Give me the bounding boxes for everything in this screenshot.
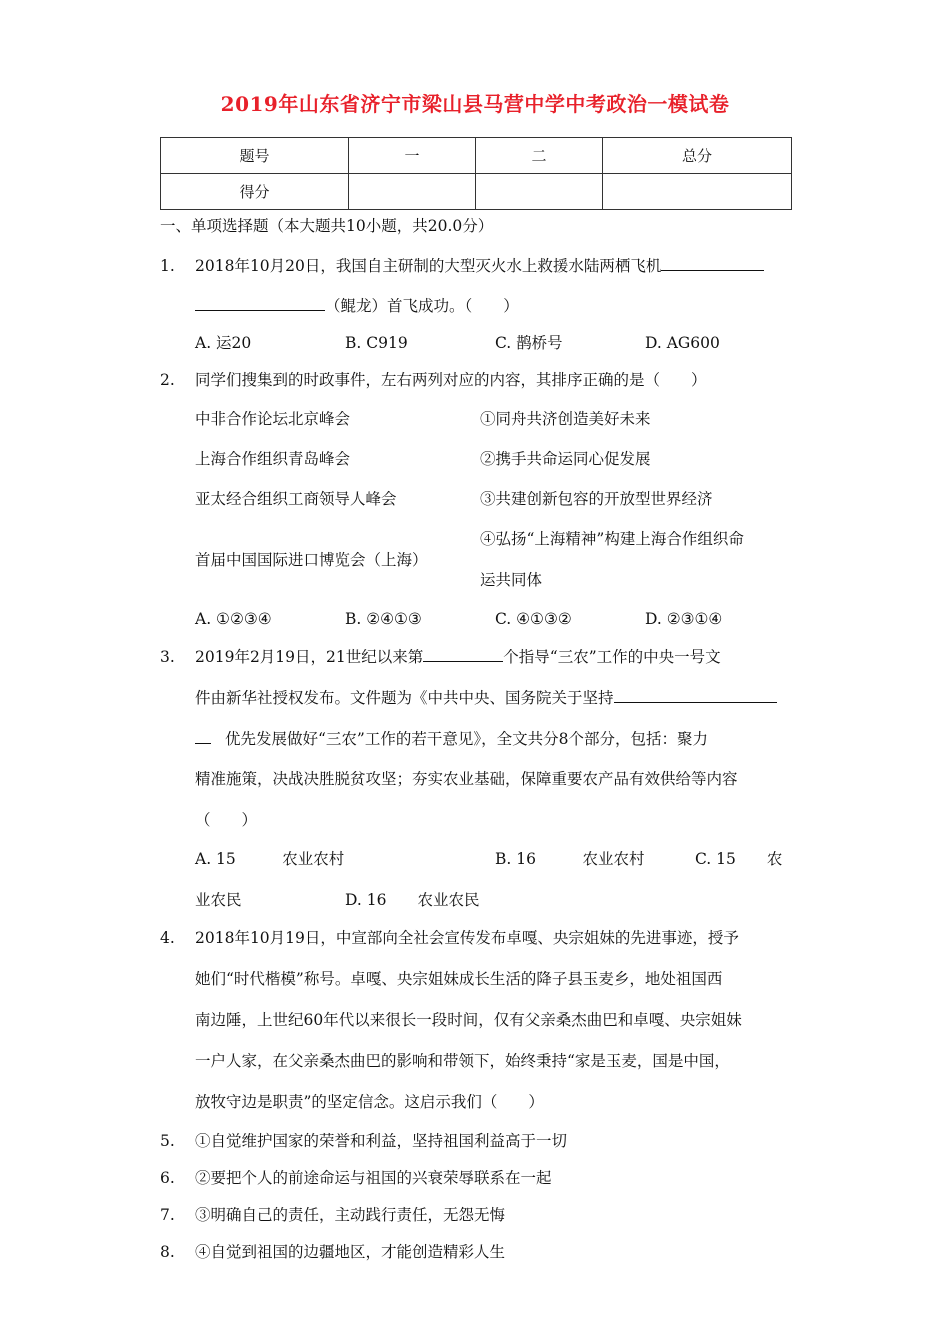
q1-line2: （鲲龙）首飞成功。（ ） bbox=[325, 297, 519, 315]
item-number: 8. bbox=[160, 1243, 175, 1261]
score-header-cell: 题号 bbox=[161, 138, 349, 174]
question-text bbox=[195, 296, 519, 316]
item-number: 5. bbox=[160, 1132, 175, 1150]
option-b[interactable]: B. C919 bbox=[345, 334, 408, 352]
question-number: 4. bbox=[160, 929, 175, 947]
question-text: 一户人家，在父亲桑杰曲巴的影响和带领下，始终秉持“家是玉麦，国是中国， bbox=[195, 1052, 730, 1070]
right-column-item: ①同舟共济创造美好未来 bbox=[480, 410, 651, 428]
score-header-cell: 一 bbox=[349, 138, 476, 174]
score-table bbox=[160, 137, 792, 210]
question-text: 放牧守边是职责”的坚定信念。这启示我们（ ） bbox=[195, 1093, 544, 1111]
question-number: 1. bbox=[160, 257, 175, 275]
q3-line1b: 个指导“三农”工作的中央一号文 bbox=[503, 648, 721, 666]
question-text bbox=[195, 688, 777, 708]
question-number: 3. bbox=[160, 648, 175, 666]
option-a[interactable]: A. 15 农业农村 bbox=[195, 850, 345, 868]
question-text: 同学们搜集到的时政事件，左右两列对应的内容，其排序正确的是（ ） bbox=[195, 371, 707, 389]
statement-item: ④自觉到祖国的边疆地区，才能创造精彩人生 bbox=[195, 1243, 506, 1261]
option-a[interactable]: A. ①②③④ bbox=[195, 610, 272, 628]
score-cell[interactable] bbox=[476, 174, 603, 210]
q3-blank bbox=[423, 647, 503, 662]
score-table-header-row bbox=[161, 138, 792, 174]
question-text: 精准施策，决战决胜脱贫攻坚；夯实农业基础，保障重要农产品有效供给等内容 bbox=[195, 770, 738, 788]
q1-blank bbox=[195, 296, 325, 311]
option-c[interactable]: C. 鹊桥号 bbox=[495, 334, 563, 352]
left-column-item: 中非合作论坛北京峰会 bbox=[195, 410, 351, 428]
question-text bbox=[195, 729, 708, 749]
q3-blank bbox=[195, 729, 211, 744]
left-column-item: 亚太经合组织工商领导人峰会 bbox=[195, 490, 397, 508]
option-c[interactable]: C. ④①③② bbox=[495, 610, 572, 628]
option-b[interactable]: B. ②④①③ bbox=[345, 610, 422, 628]
statement-item: ①自觉维护国家的荣誉和利益，坚持祖国利益高于一切 bbox=[195, 1132, 568, 1150]
right-column-item: ②携手共命运同心促发展 bbox=[480, 450, 651, 468]
q3-line3: 优先发展做好“三农”工作的若干意见》，全文共分8个部分，包括：聚力 bbox=[225, 730, 708, 748]
score-cell[interactable] bbox=[603, 174, 792, 210]
left-column-item: 上海合作组织青岛峰会 bbox=[195, 450, 351, 468]
score-cell[interactable] bbox=[349, 174, 476, 210]
question-text: 2018年10月19日，中宣部向全社会宣传发布卓嘎、央宗姐妹的先进事迹，授予 bbox=[195, 929, 739, 947]
section-heading: 一、单项选择题（本大题共10小题，共20.0分） bbox=[160, 217, 494, 235]
item-number: 7. bbox=[160, 1206, 175, 1224]
right-column-item: 运共同体 bbox=[480, 571, 543, 589]
right-column-item: ③共建创新包容的开放型世界经济 bbox=[480, 490, 713, 508]
q3-line1a: 2019年2月19日，21世纪以来第 bbox=[195, 648, 424, 666]
score-header-cell: 二 bbox=[476, 138, 603, 174]
question-text bbox=[195, 647, 721, 667]
right-column-item: ④弘扬“上海精神”构建上海合作组织命 bbox=[480, 530, 744, 548]
statement-item: ②要把个人的前途命运与祖国的兴衰荣辱联系在一起 bbox=[195, 1169, 552, 1187]
score-table-score-row bbox=[161, 174, 792, 210]
score-row-label: 得分 bbox=[161, 174, 349, 210]
option-a[interactable]: A. 运20 bbox=[195, 334, 252, 352]
option-d[interactable]: D. 16 农业农民 bbox=[345, 891, 480, 909]
score-header-cell: 总分 bbox=[603, 138, 792, 174]
option-b[interactable]: B. 16 农业农村 bbox=[495, 850, 645, 868]
option-d[interactable]: D. AG600 bbox=[645, 334, 720, 352]
question-text bbox=[195, 256, 764, 276]
question-text: 南边陲，上世纪60年代以来很长一段时间，仅有父亲桑杰曲巴和卓嘎、央宗姐妹 bbox=[195, 1011, 742, 1029]
q3-line2: 件由新华社授权发布。文件题为《中共中央、国务院关于坚持 bbox=[195, 689, 614, 707]
question-number: 2. bbox=[160, 371, 175, 389]
q1-blank bbox=[661, 256, 764, 271]
option-d[interactable]: D. ②③①④ bbox=[645, 610, 723, 628]
item-number: 6. bbox=[160, 1169, 175, 1187]
left-column-item: 首届中国国际进口博览会（上海） bbox=[195, 551, 428, 569]
q1-line1: 2018年10月20日，我国自主研制的大型灭火水上救援水陆两栖飞机 bbox=[195, 257, 662, 275]
question-text: 她们“时代楷模”称号。卓嘎、央宗姐妹成长生活的降子县玉麦乡，地处祖国西 bbox=[195, 970, 723, 988]
option-c-continued: 业农民 bbox=[195, 891, 242, 909]
question-text: （ ） bbox=[195, 811, 258, 829]
statement-item: ③明确自己的责任，主动践行责任，无怨无悔 bbox=[195, 1206, 506, 1224]
option-c[interactable]: C. 15 农 bbox=[695, 850, 783, 868]
exam-title: 2019年山东省济宁市梁山县马营中学中考政治一模试卷 bbox=[220, 92, 730, 116]
q3-blank bbox=[614, 688, 777, 703]
